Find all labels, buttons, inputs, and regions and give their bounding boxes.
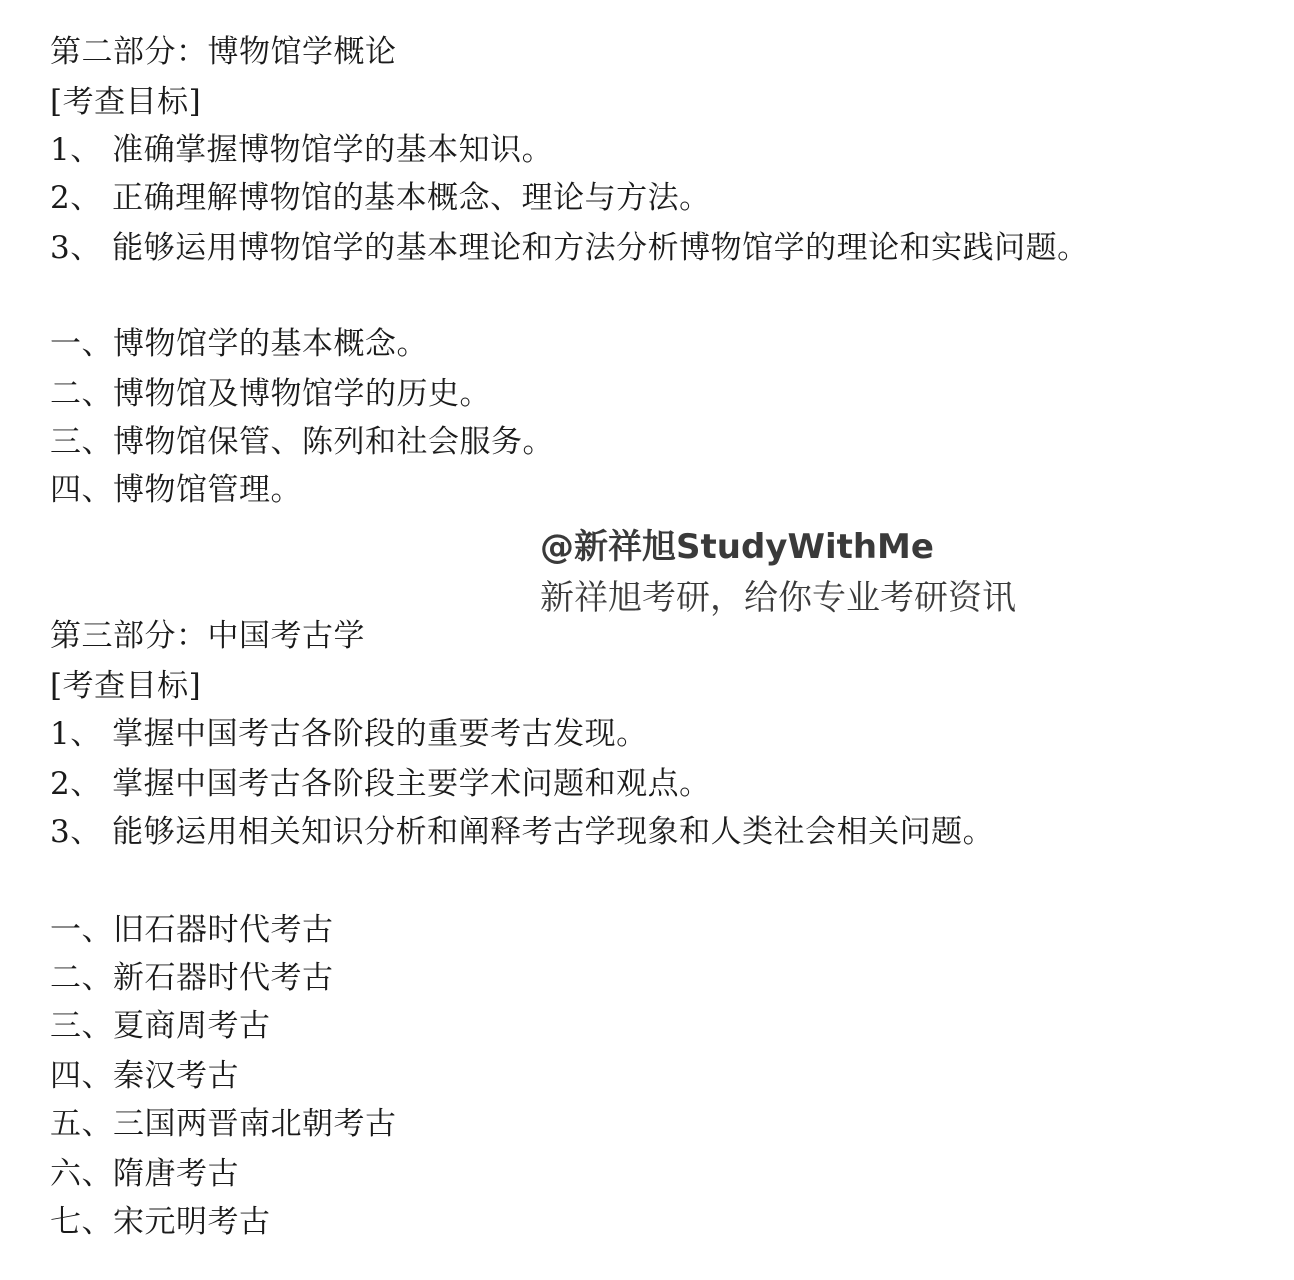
- part3-topic-7: 七、宋元明考古: [50, 1204, 271, 1240]
- part2-goal-heading: [考查目标]: [50, 84, 202, 120]
- part3-title: 第三部分：中国考古学: [50, 618, 365, 654]
- part2-goal-2: 2、 正确理解博物馆的基本概念、理论与方法。: [50, 180, 711, 216]
- part3-topic-2: 二、新石器时代考古: [50, 960, 334, 996]
- part3-topic-3: 三、夏商周考古: [50, 1008, 271, 1044]
- part2-title: 第二部分：博物馆学概论: [50, 34, 397, 70]
- part3-goal-2: 2、 掌握中国考古各阶段主要学术问题和观点。: [50, 766, 711, 802]
- part3-topic-6: 六、隋唐考古: [50, 1156, 239, 1192]
- part2-goal-1: 1、 准确掌握博物馆学的基本知识。: [50, 132, 554, 168]
- part3-goal-3: 3、 能够运用相关知识分析和阐释考古学现象和人类社会相关问题。: [50, 814, 995, 850]
- part3-topic-4: 四、秦汉考古: [50, 1058, 239, 1094]
- watermark-slogan: 新祥旭考研，给你专业考研资讯: [540, 578, 1016, 618]
- part2-goal-3: 3、 能够运用博物馆学的基本理论和方法分析博物馆学的理论和实践问题。: [50, 230, 1089, 266]
- part2-topic-3: 三、博物馆保管、陈列和社会服务。: [50, 424, 554, 460]
- part2-topic-4: 四、博物馆管理。: [50, 472, 302, 508]
- part3-topic-1: 一、旧石器时代考古: [50, 912, 334, 948]
- part3-goal-1: 1、 掌握中国考古各阶段的重要考古发现。: [50, 716, 648, 752]
- part2-topic-2: 二、博物馆及博物馆学的历史。: [50, 376, 491, 412]
- part3-topic-5: 五、三国两晋南北朝考古: [50, 1106, 397, 1142]
- watermark-handle: @新祥旭StudyWithMe: [540, 527, 934, 567]
- part3-goal-heading: [考查目标]: [50, 668, 202, 704]
- part2-topic-1: 一、博物馆学的基本概念。: [50, 326, 428, 362]
